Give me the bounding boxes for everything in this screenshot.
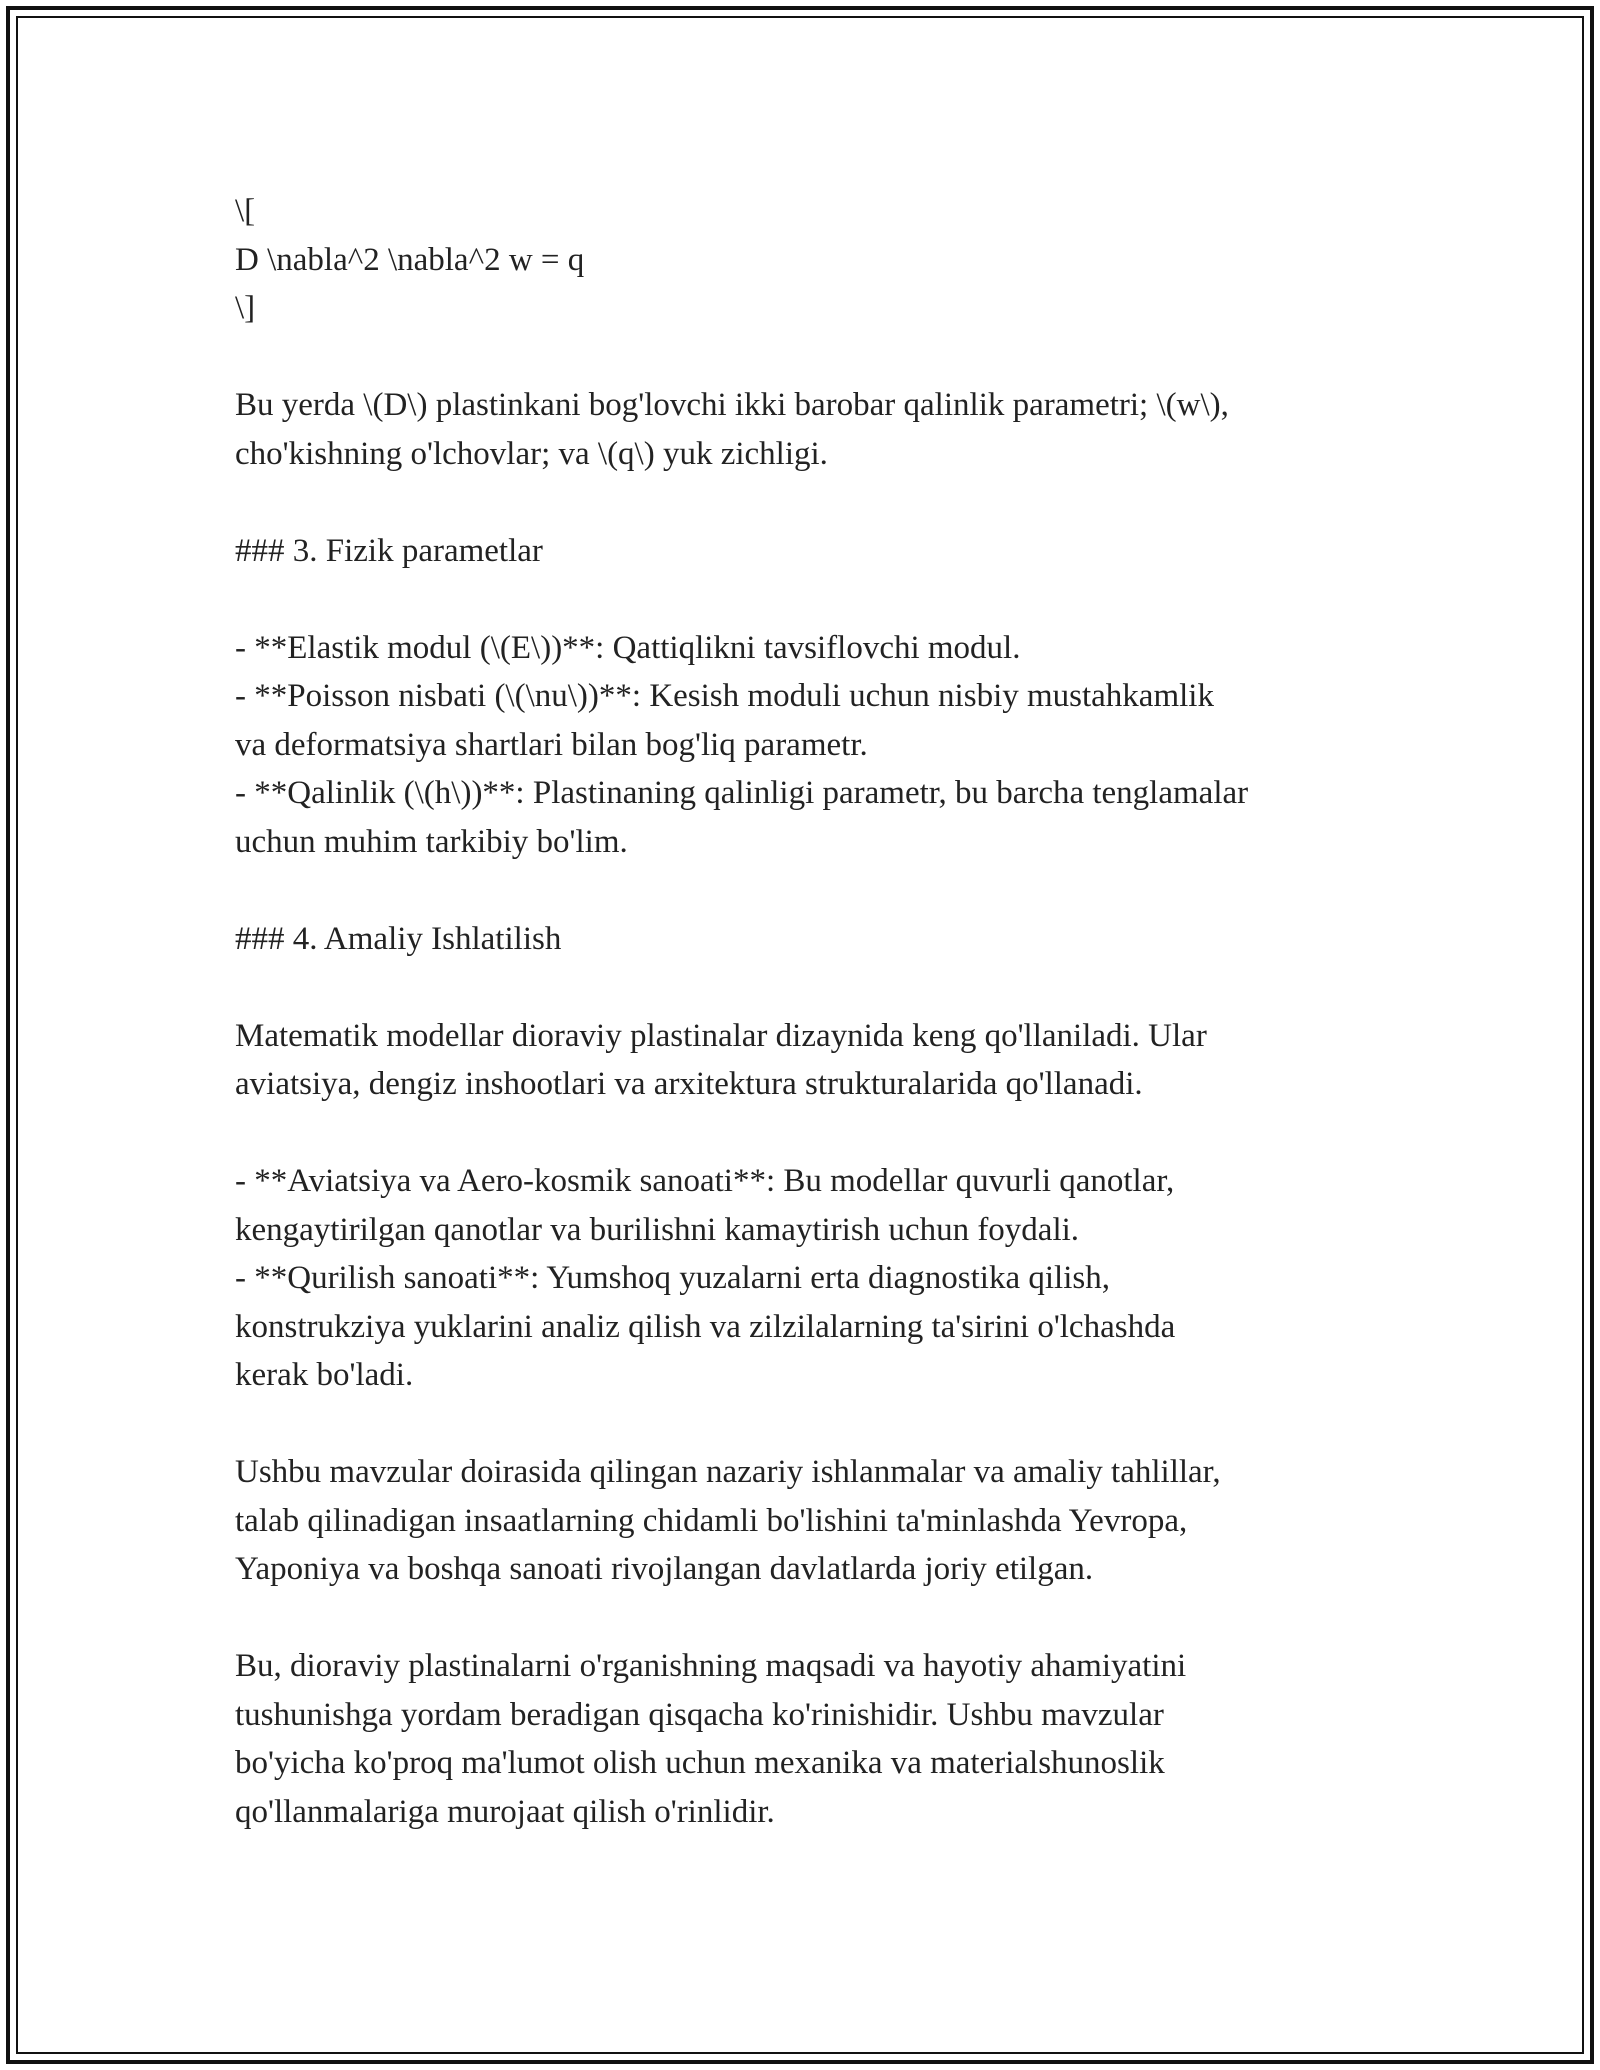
document-body [235,187,1375,1836]
list-item-continuation: kerak bo'ladi. [235,1357,414,1393]
spacer [235,575,1375,624]
section-heading-3: ### 3. Fizik parametlar [235,532,543,569]
equation-line: \[ [235,193,256,229]
spacer [235,333,1375,382]
list-item: - **Qurilish sanoati**: Yumshoq yuzalarni erta diagnostika qilish, [235,1260,1110,1296]
spacer [235,1400,1375,1449]
list-item: - **Qalinlik (\(h\))**: Plastinaning qalinligi parametr, bu barcha tenglamalar [235,775,1249,811]
paragraph-variables [235,381,1375,478]
list-industries [235,1157,1375,1400]
list-physical-parameters [235,624,1375,867]
text-line: aviatsiya, dengiz inshootlari va arxitektura strukturalarida qo'llanadi. [235,1066,1143,1102]
text-line: talab qilinadigan insaatlarning chidamli bo'lishini ta'minlashda Yevropa, [235,1502,1188,1539]
spacer [235,478,1375,527]
list-item-continuation: konstrukziya yuklarini analiz qilish va zilzilalarning ta'sirini o'lchashda [235,1308,1176,1345]
spacer [235,1109,1375,1158]
text-line: tushunishga yordam beradigan qisqacha ko'rinishidir. Ushbu mavzular [235,1696,1164,1733]
list-item-continuation: va deformatsiya shartlari bilan bog'liq parametr. [235,726,868,763]
text-line: Bu yerda \(D\) plastinkani bog'lovchi ikki barobar qalinlik parametri; \(w\), [235,387,1229,423]
text-line: qo'llanmalariga murojaat qilish o'rinlidir. [235,1793,775,1830]
paragraph-adoption [235,1448,1375,1594]
list-item-continuation: kengaytirilgan qanotlar va burilishni kamaytirish uchun foydali. [235,1211,1080,1248]
text-line: Ushbu mavzular doirasida qilingan nazariy ishlanmalar va amaliy tahlillar, [235,1454,1221,1490]
list-item: - **Aviatsiya va Aero-kosmik sanoati**: Bu modellar quvurli qanotlar, [235,1163,1175,1199]
spacer [235,963,1375,1012]
paragraph-applications [235,1012,1375,1109]
text-line: Matematik modellar dioraviy plastinalar dizaynida keng qo'llaniladi. Ular [235,1017,1207,1054]
list-item: - **Elastik modul (\(E\))**: Qattiqlikni tavsiflovchi modul. [235,629,1021,666]
list-item-continuation: uchun muhim tarkibiy bo'lim. [235,823,628,860]
equation-line: \] [235,290,256,326]
paragraph-conclusion [235,1642,1375,1836]
equation-block [235,187,1375,333]
equation-line: D \nabla^2 \nabla^2 w = q [235,241,585,278]
spacer [235,866,1375,915]
text-line: cho'kishning o'lchovlar; va \(q\) yuk zichligi. [235,435,828,472]
list-item: - **Poisson nisbati (\(\nu\))**: Kesish moduli uchun nisbiy mustahkamlik [235,678,1214,714]
text-line: Yaponiya va boshqa sanoati rivojlangan davlatlarda joriy etilgan. [235,1551,1094,1587]
spacer [235,1594,1375,1643]
section-heading-4: ### 4. Amaliy Ishlatilish [235,920,562,957]
text-line: bo'yicha ko'proq ma'lumot olish uchun mexanika va materialshunoslik [235,1745,1165,1781]
text-line: Bu, dioraviy plastinalarni o'rganishning maqsadi va hayotiy ahamiyatini [235,1648,1187,1684]
